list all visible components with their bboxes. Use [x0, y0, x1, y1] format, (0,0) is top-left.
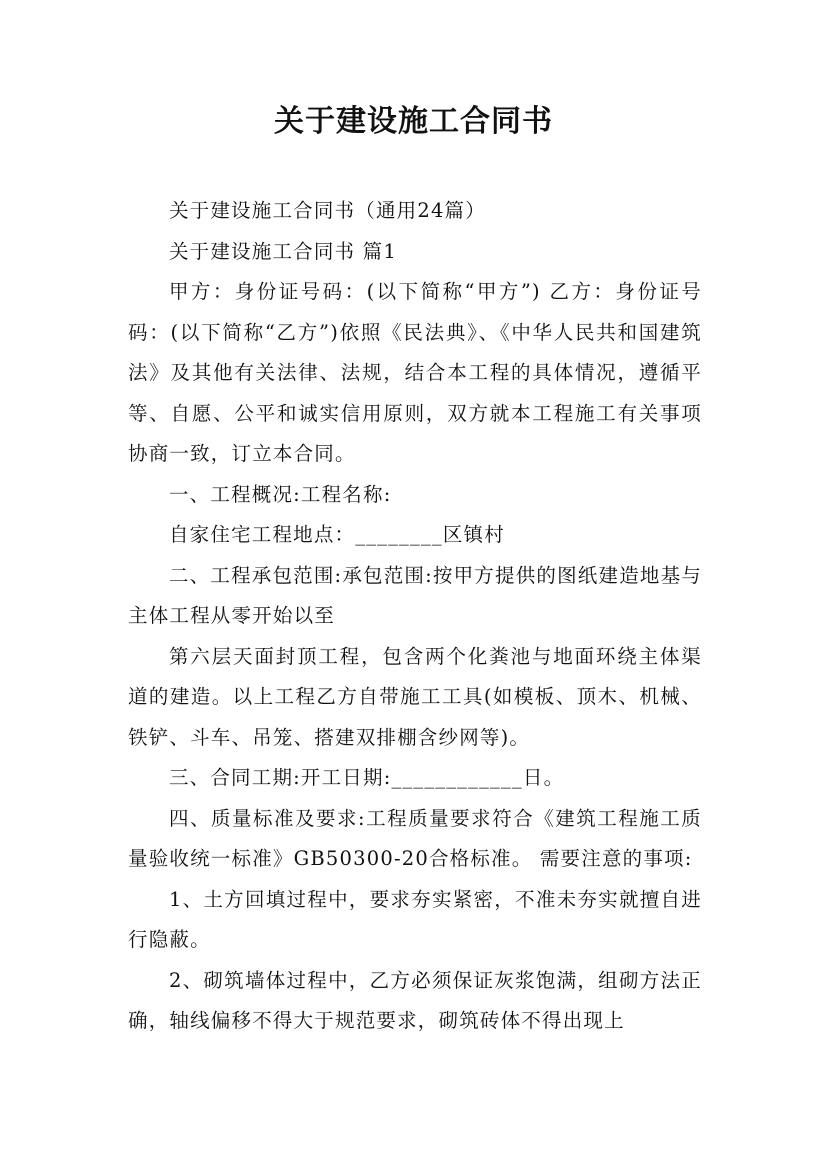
- document-title: 关于建设施工合同书: [274, 104, 553, 139]
- paragraph-section-heading: 关于建设施工合同书 篇1: [168, 239, 397, 263]
- paragraph-quality-standard: 四、质量标准及要求:工程质量要求符合《建筑工程施工质量验收统一标准》GB50300-20合格标准。 需要注意的事项:: [128, 806, 702, 870]
- paragraph-contract-scope: 二、工程承包范围:承包范围:按甲方提供的图纸建造地基与主体工程从零开始以至: [128, 563, 702, 627]
- paragraph-contract-period: 三、合同工期:开工日期:____________日。: [168, 766, 565, 789]
- paragraph-subtitle: 关于建设施工合同书（通用24篇）: [168, 199, 486, 222]
- paragraph-project-overview: 一、工程概况:工程名称:: [168, 482, 392, 506]
- paragraph-parties: 甲方：身份证号码：(以下简称“甲方”) 乙方：身份证号码：(以下简称“乙方”)依照《民法典》、《中华人民共和国建筑法》及其他有关法律、法规，结合本工程的具体情况，遵循平等、自愿、公平和诚实信用原则，双方就本工程施工有关事项协商一致，订立本合同。: [128, 280, 702, 465]
- paragraph-note-2: 2、砌筑墙体过程中，乙方必须保证灰浆饱满，组砌方法正确，轴线偏移不得大于规范要求，砌筑砖体不得出现上: [128, 968, 702, 1032]
- paragraph-note-1: 1、土方回填过程中，要求夯实紧密，不准未夯实就擅自进行隐蔽。: [128, 887, 702, 951]
- paragraph-project-location: 自家住宅工程地点：________区镇村: [168, 523, 505, 546]
- document-body: [128, 191, 702, 1042]
- paragraph-scope-details: 第六层天面封顶工程，包含两个化粪池与地面环绕主体渠道的建造。以上工程乙方自带施工工具(如模板、顶木、机械、铁铲、斗车、吊笼、搭建双排棚含纱网等)。: [128, 644, 702, 749]
